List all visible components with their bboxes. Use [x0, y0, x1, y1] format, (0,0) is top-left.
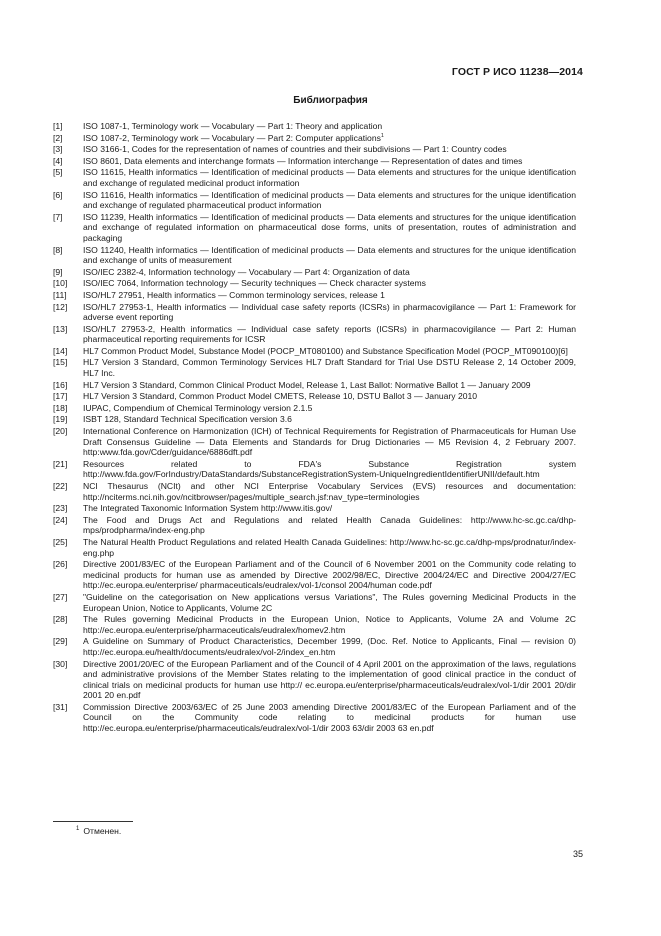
entry-text-body: ISO 11239, Health informatics — Identification of medicinal products — Data elements and structures for the unique identification and exchange of regulated information on pharmaceutical dose forms, units of presentation, routes of administration and packaging — [83, 211, 576, 243]
entry-number: [6] — [53, 189, 63, 200]
entry-text — [83, 481, 576, 502]
bibliography-entry — [53, 302, 576, 323]
footnote-reference-mark: 1 — [380, 132, 384, 139]
entry-text — [83, 278, 576, 289]
entry-text-body: International Conference on Harmonization (ICH) of Technical Requirements for Registration of Pharmaceuticals for Human Use Draft Consensus Guideline — Data Elements and Standards for Drug Dictionaries — M5 Revision 4, 2 February 2007. http:www.fda.gov/Cder/guidance/6886dft.pdf — [83, 426, 576, 458]
entry-text-body: ISO 8601, Data elements and interchange formats — Information interchange — Representation of dates and times — [83, 155, 523, 166]
bibliography-entry — [53, 481, 576, 502]
entry-number: [14] — [53, 345, 68, 356]
bibliography-entry — [53, 537, 576, 558]
bibliography-entry — [53, 659, 576, 701]
entry-text — [83, 702, 576, 734]
bibliography-entry — [53, 380, 576, 391]
bibliography-entry — [53, 391, 576, 402]
entry-number: [9] — [53, 266, 63, 277]
entry-text-body: Commission Directive 2003/63/EC of 25 June 2003 amending Directive 2001/83/EC of the European Parliament and of the Council on the Community code relating to medicinal products for human use http://ec.europa.eu/enterprise/pharmaceuticals/eudralex/vol-1/dir 2003 63/dir 2003 63 en.pdf — [83, 701, 576, 734]
entry-text-body: The Integrated Taxonomic Information System http://www.itis.gov/ — [83, 503, 333, 514]
entry-number: [4] — [53, 155, 63, 166]
bibliography-title: Библиография — [293, 95, 368, 106]
entry-text — [83, 614, 576, 635]
entry-text — [83, 156, 576, 167]
entry-text-body: ISO/IEC 2382-4, Information technology — Vocabulary — Part 4: Organization of data — [83, 266, 410, 277]
entry-number: [23] — [53, 503, 68, 514]
entry-text-body: ISO 3166-1, Codes for the representation of names of countries and their subdivisions — Part 1: Country codes — [83, 144, 507, 155]
entry-text-body: ISO 1087-1, Terminology work — Vocabulary — Part 1: Theory and application — [83, 121, 383, 131]
entry-text-body: "Guideline on the categorisation on New applications versus Variations", The Rules governing Medicinal Products in the European Union, Notice to Applicants, Volume 2C — [83, 591, 576, 613]
bibliography-entry — [53, 636, 576, 657]
entry-number: [20] — [53, 426, 68, 437]
bibliography-entry — [53, 190, 576, 211]
entry-text — [83, 537, 576, 558]
entry-number: [24] — [53, 514, 68, 525]
entry-text-body: Directive 2001/20/EC of the European Parliament and of the Council of 4 April 2001 on the approximation of the laws, regulations and administrative provisions of the Member States relating to the implementation of good clinical practice in the conduct of clinical trials on medicinal products for human use http:// ec.europa.eu/enterprise/pharmaceuticals/eudralex/vol-1/dir 2001 20/dir 2001 20 en.pdf — [83, 658, 576, 701]
entry-text-body: Directive 2001/83/EC of the European Parliament and of the Council of 6 November 2001 on the Community code relating to medicinal products for human use as amended by Directive 2002/98/EC, Directive 2004/24/EC and Directive 2004/27/EC http://ec.europa.eu/enterprise/ pharmaceuticals/eudralex/vol-1/consol 2004/human code.pdf — [83, 559, 576, 591]
entry-text — [83, 212, 576, 244]
entry-number: [7] — [53, 211, 63, 222]
bibliography-entry — [53, 515, 576, 536]
entry-text — [83, 592, 576, 613]
entry-text — [83, 324, 576, 345]
entry-number: [31] — [53, 701, 68, 712]
entry-text — [83, 245, 576, 266]
bibliography-entry — [53, 702, 576, 734]
entry-text-body: The Natural Health Product Regulations and related Health Canada Guidelines: http://www.hc-sc.gc.ca/dhp-mps/prodnatur/index-eng.php — [83, 536, 576, 558]
entry-text-body: The Food and Drugs Act and Regulations and related Health Canada Guidelines: http://www.hc-sc.gc.ca/dhp-mps/prodpharma/index-eng.php — [83, 514, 576, 536]
entry-text — [83, 133, 576, 144]
entry-text-body: ISO/HL7 27953-1, Health informatics — Individual case safety reports (ICSRs) in pharmacovigilance — Part 1: Framework for adverse event reporting — [83, 301, 576, 323]
entry-number: [3] — [53, 144, 63, 155]
entry-text-body: HL7 Version 3 Standard, Common Terminology Services HL7 Draft Standard for Trial Use DSTU Release 2, 14 October 2009, HL7 Inc. — [83, 357, 576, 379]
bibliography-entry — [53, 346, 576, 357]
entry-text-body: ISO/HL7 27953-2, Health informatics — Individual case safety reports (ICSRs) in pharmacovigilance — Part 2: Human pharmaceutical reporting requirements for ICSR — [83, 323, 576, 345]
entry-text — [83, 559, 576, 591]
footnote-divider — [53, 821, 133, 822]
bibliography-entry — [53, 426, 576, 458]
entry-number: [5] — [53, 167, 63, 178]
entry-text — [83, 636, 576, 657]
entry-number: [2] — [53, 132, 63, 143]
entry-text-body: IUPAC, Compendium of Chemical Terminology version 2.1.5 — [83, 402, 313, 413]
entry-text-body: ISO/IEC 7064, Information technology — Security techniques — Check character systems — [83, 278, 426, 289]
bibliography-entry — [53, 614, 576, 635]
entry-text — [83, 503, 576, 514]
entry-number: [8] — [53, 244, 63, 255]
entry-number: [30] — [53, 658, 68, 669]
footnote-text: Отменен. — [83, 826, 122, 836]
entry-text — [83, 380, 576, 391]
entry-number: [10] — [53, 278, 68, 289]
entry-number: [1] — [53, 121, 63, 131]
entry-text-body: ISO 1087-2, Terminology work — Vocabulary — Part 2: Computer applications — [83, 132, 381, 143]
entry-text — [83, 391, 576, 402]
entry-number: [19] — [53, 414, 68, 425]
bibliography-entry — [53, 357, 576, 378]
footnote — [76, 826, 121, 836]
entry-text — [83, 357, 576, 378]
entry-text-body: ISO 11240, Health informatics — Identification of medicinal products — Data elements and structures for the unique identification and exchange of units of measurement — [83, 244, 576, 266]
entry-text — [83, 459, 576, 480]
bibliography-entry — [53, 559, 576, 591]
entry-text-body: ISO 11615, Health informatics — Identification of medicinal products — Data elements and structures for the unique identification and exchange of regulated medicinal product information — [83, 167, 576, 188]
entry-text — [83, 659, 576, 701]
bibliography-entry — [53, 245, 576, 266]
entry-text-body: HL7 Common Product Model, Substance Model (POCP_MT080100) and Substance Specification Model (POCP_MT090100)[6] — [83, 345, 568, 356]
entry-text — [83, 290, 576, 301]
entry-text-body: HL7 Version 3 Standard, Common Clinical Product Model, Release 1, Last Ballot: Normative Ballot 1 — January 2009 — [83, 379, 531, 390]
entry-text — [83, 426, 576, 458]
bibliography-entry — [53, 592, 576, 613]
bibliography-entry — [53, 290, 576, 301]
bibliography-entry — [53, 267, 576, 278]
bibliography-entry — [53, 121, 576, 132]
entry-number: [12] — [53, 301, 68, 312]
entry-text-body: ISBT 128, Standard Technical Specification version 3.6 — [83, 414, 292, 425]
entry-text — [83, 190, 576, 211]
entry-number: [22] — [53, 481, 68, 491]
entry-number: [18] — [53, 402, 68, 413]
bibliography-entry — [53, 212, 576, 244]
entry-number: [13] — [53, 323, 68, 334]
bibliography-entry — [53, 167, 576, 188]
entry-number: [16] — [53, 379, 68, 390]
entry-number: [25] — [53, 536, 68, 547]
entry-text-body: ISO 11616, Health informatics — Identification of medicinal products — Data elements and structures for the unique identification and exchange of regulated pharmaceutical product information — [83, 189, 576, 211]
entry-number: [21] — [53, 458, 68, 469]
bibliography-entry — [53, 414, 576, 425]
entry-number: [27] — [53, 591, 68, 602]
bibliography-entry — [53, 503, 576, 514]
bibliography-entry — [53, 459, 576, 480]
entry-number: [17] — [53, 391, 68, 402]
entry-text — [83, 144, 576, 155]
page-number: 35 — [572, 849, 583, 859]
entry-text — [83, 414, 576, 425]
bibliography-entry — [53, 133, 576, 144]
entry-text — [83, 403, 576, 414]
bibliography-entry — [53, 403, 576, 414]
bibliography-list — [53, 121, 576, 735]
standard-code-header: ГОСТ Р ИСО 11238—2014 — [451, 66, 583, 78]
entry-text — [83, 267, 576, 278]
bibliography-entry — [53, 324, 576, 345]
bibliography-entry — [53, 278, 576, 289]
entry-number: [11] — [53, 289, 67, 300]
entry-text-body: NCI Thesaurus (NCIt) and other NCI Enterprise Vocabulary Services (EVS) resources and documentation: http://nciterms.nci.nih.gov/ncitbrowser/pages/multiple_search.jsf:nav_type=terminologies — [83, 481, 576, 502]
entry-number: [26] — [53, 559, 68, 570]
entry-number: [15] — [53, 357, 68, 368]
entry-text-body: Resources related to FDA's Substance Registration system http://www.fda.gov/ForIndustry/DataStandards/SubstanceRegistrationSystem-UniqueIngredientIdentifierUNII/default.htm — [83, 458, 576, 480]
entry-text-body: The Rules governing Medicinal Products in the European Union, Notice to Applicants, Volume 2A and Volume 2C http://ec.europa.eu/enterprise/pharmaceuticals/eudralex/homev2.htm — [83, 614, 576, 635]
entry-text — [83, 167, 576, 188]
entry-number: [28] — [53, 614, 68, 625]
entry-text-body: A Guideline on Summary of Product Characteristics, December 1999, (Doc. Ref. Notice to Applicants, Final — revision 0) http://ec.europa.eu/health/documents/eudralex/vol-2/index_en.htm — [83, 636, 576, 657]
entry-text — [83, 346, 576, 357]
entry-text-body: ISO/HL7 27951, Health informatics — Common terminology services, release 1 — [83, 289, 385, 300]
entry-text — [83, 302, 576, 323]
entry-text-body: HL7 Version 3 Standard, Common Product Model CMETS, Release 10, DSTU Ballot 3 — January 2010 — [83, 391, 478, 402]
entry-text — [83, 515, 576, 536]
bibliography-entry — [53, 144, 576, 155]
entry-number: [29] — [53, 636, 68, 647]
footnote-mark: 1 — [76, 826, 80, 833]
bibliography-entry — [53, 156, 576, 167]
entry-text — [83, 121, 576, 132]
